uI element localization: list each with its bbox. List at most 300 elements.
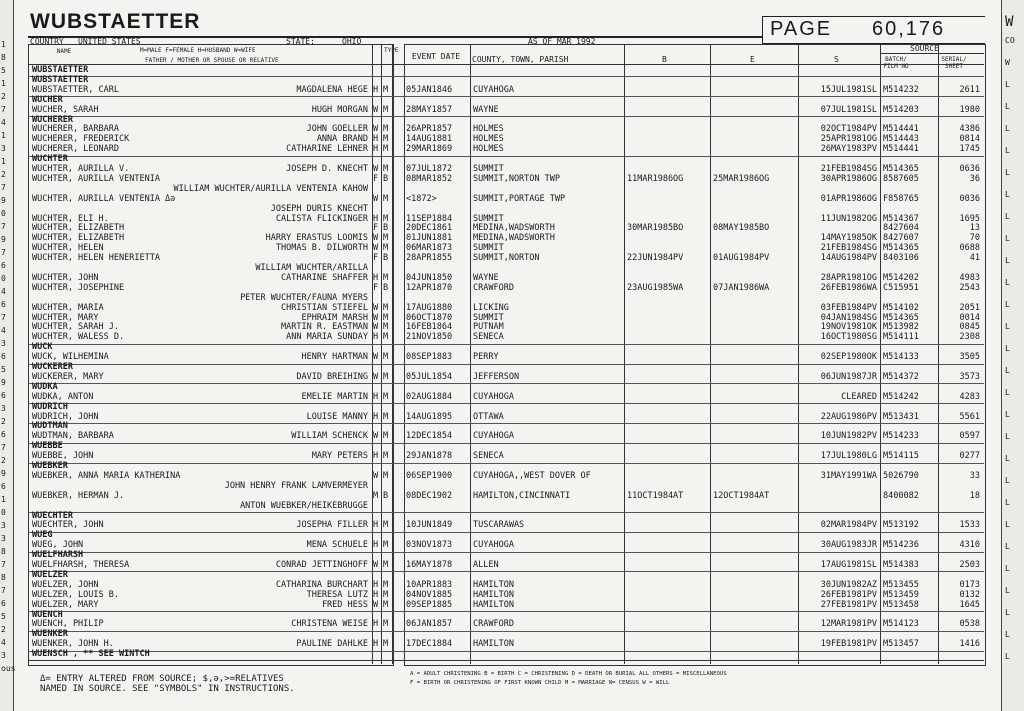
serial-number: 0597 [959,431,980,442]
entry-name: WUCHERER, LEONARD [32,144,119,155]
right-edge-fragment: L [1005,652,1010,661]
event-place: HOLMES [473,134,504,145]
event-type-code: B [383,253,389,264]
right-edge-fragment: L [1005,80,1010,89]
event-place: SUMMIT,NORTON [473,253,540,264]
event-place: PUTNAM [473,322,504,333]
left-edge-fragment: ous [1,664,16,673]
left-edge-fragment: 0 [1,209,6,218]
relative-name: MARTIN R. EASTMAN [281,322,368,333]
surname-heading: WUBSTAETTER [32,65,89,75]
relative-name: LOUISE MANNY [306,411,368,422]
left-edge-fragment: 7 [1,586,6,595]
surname-heading: WUEBKER [32,461,68,471]
event-type-code: B [383,173,389,184]
ordinance-s: 16OCT1980SG [820,332,877,343]
as-of-date: AS OF MAR 1992 [528,37,596,46]
event-place: SENECA [473,332,504,343]
entry-name: WUDKA, ANTON [32,391,94,402]
event-date: 16MAY1878 [406,560,453,570]
sex-code: H [373,213,379,224]
surname-heading: WUECHTER [32,510,73,521]
batch-number: 8403106 [883,253,919,264]
left-edge-fragment: 4 [1,638,6,647]
event-place: WAYNE [473,104,499,115]
event-place: HAMILTON,CINCINNATI [473,490,571,501]
event-date: 06MAR1873 [406,243,453,254]
ordinance-s: 19FEB1981PV [820,639,877,650]
event-date: 08MAR1852 [406,173,453,184]
event-date: 17AUG1880 [406,302,453,313]
left-edge-fragment: 0 [1,508,6,517]
serial-number: 0173 [959,579,980,590]
group-separator [28,403,984,404]
event-date: 04JUN1850 [406,272,453,283]
ordinance-e: 12OCT1984AT [713,490,770,501]
serial-number: 0538 [959,619,980,630]
event-type-code: M [383,193,389,204]
entry-name: WUCHTER, MARY [32,312,99,323]
event-type-code: M [383,599,389,610]
event-place: SENECA [473,451,504,462]
right-edge-fragment: L [1005,542,1010,551]
serial-number: 2503 [959,560,980,570]
entry-name: WUBSTAETTER, CARL [32,84,119,95]
event-place: HAMILTON [473,579,514,590]
right-edge-fragment: L [1005,102,1010,111]
batch-number: M514441 [883,144,919,155]
group-separator [28,364,984,365]
event-place: LICKING [473,302,509,313]
ordinance-b: 11MAR1986OG [627,173,684,184]
country-label: COUNTRY [30,37,64,46]
entry-name: WUCHTER, AURILLA VENTENIA [32,173,160,184]
relative-name: CONRAD JETTINGHOFF [275,560,368,570]
left-edge-fragment: 5 [1,365,6,374]
left-edge-fragment: 8 [1,573,6,582]
serial-number: 13 [969,223,980,234]
ordinance-e: 01AUG1984PV [713,253,770,264]
batch-number: 8427604 [883,223,919,234]
surname-heading: WUELZER [32,569,68,580]
serial-number: 36 [969,173,980,184]
relative-name: MARY PETERS [311,451,368,462]
sex-code: W [373,312,379,323]
footer-legend-2: F = BIRTH OR CHRISTENING OF FIRST KNOWN CHILD M = MARRIAGE N= CENSUS W = WILL [410,680,670,686]
ordinance-s: 21FEB1984SG [820,243,877,254]
batch-number: M514242 [883,391,919,402]
batch-number: M513457 [883,639,919,650]
entry-name: WUELZER, LOUIS B. [32,589,119,600]
entry-name: WUEBKER, ANNA MARIA KATHERINA [32,470,181,481]
event-place: WAYNE [473,272,499,283]
event-date: 16FEB1864 [406,322,453,333]
event-type-code: M [383,579,389,590]
event-date: 29MAR1869 [406,144,453,155]
serial-number: 2543 [959,282,980,293]
entry-name: WUELZER, MARY [32,599,99,610]
entry-name: WUCHTER, AURILLA VENTENIA Δə [32,193,176,204]
surname-heading: WUENCH [32,609,63,620]
event-type-code: M [383,233,389,244]
surname-heading: WUCK [32,342,53,353]
serial-number: 4386 [959,124,980,135]
ordinance-s: 30AUG1983JR [820,540,877,551]
left-edge-fragment: 7 [1,443,6,452]
ordinance-s: 30JUN1982AZ [820,579,877,590]
ordinance-s: 14AUG1984PV [820,253,877,264]
entry-name: WUENKER, JOHN H. [32,639,114,650]
col-b: B [662,55,667,64]
left-page-edge [0,0,14,711]
right-page-edge [1001,0,1024,711]
ordinance-s: 02OCT1984PV [820,124,877,135]
relative-name: JOSEPHA FILLER [296,520,368,531]
event-type-code: M [383,302,389,313]
serial-number: 4310 [959,540,980,551]
surname-heading: WUDKA [32,381,58,392]
ordinance-s: 15JUL1981SL [820,84,877,95]
serial-number: 0688 [959,243,980,254]
ordinance-b: 11OCT1984AT [627,490,684,501]
footer-note-2: NAMED IN SOURCE. SEE "SYMBOLS" IN INSTRUCTIONS. [40,684,295,694]
event-date: 14AUG1881 [406,134,453,145]
sex-code: F [373,253,379,264]
right-edge-fragment: L [1005,146,1010,155]
left-edge-fragment: 8 [1,53,6,62]
relative-name: ANN MARIA SUNDAY [286,332,368,343]
col-serial: SERIAL/ SHEET [941,56,967,70]
event-place: SUMMIT [473,164,504,174]
state-value: OHIO [342,37,362,46]
relative-name: WILLIAM SCHENCK [291,431,368,442]
relative-name: ANNA BRAND [316,134,368,145]
event-type-code: M [383,352,389,363]
ordinance-s: 02SEP1980OK [820,352,877,363]
surname-heading: WUELFHARSH [32,550,84,561]
batch-number: M513192 [883,520,919,531]
ordinance-s: 12MAR1981PV [820,619,877,630]
batch-number: 8587605 [883,173,919,184]
event-place: ALLEN [473,560,499,570]
event-date: 26APR1857 [406,124,453,135]
event-type-code: M [383,144,389,155]
event-date: 05JUL1854 [406,371,453,382]
right-edge-fragment: W [1005,14,1014,30]
surname-heading: WUENKER [32,629,68,640]
left-edge-fragment: 4 [1,287,6,296]
serial-number: 2611 [959,84,980,95]
entry-name: WUCK, WILHEMINA [32,352,109,363]
entry-name: WUEBBE, JOHN [32,451,94,462]
sex-code: H [373,332,379,343]
batch-number: M514111 [883,332,919,343]
sex-code: W [373,322,379,333]
right-edge-fragment: L [1005,190,1010,199]
entry-name: WUCHTER, SARAH J. [32,322,119,333]
right-edge-fragment: L [1005,498,1010,507]
event-type-code: M [383,520,389,531]
event-place: MEDINA,WADSWORTH [473,223,555,234]
col-batch: BATCH/ FILM NO [883,56,909,70]
serial-number: 0132 [959,589,980,600]
left-edge-fragment: 6 [1,599,6,608]
entry-name: WUEBKER, HERMAN J. [32,490,125,501]
ordinance-s: 19NOV1981OK [820,322,877,333]
batch-number: M514102 [883,302,919,313]
surname-heading: WUDRICH [32,401,68,412]
entry-name: WUDTMAN, BARBARA [32,431,114,442]
sex-code: H [373,540,379,551]
left-edge-fragment: 8 [1,547,6,556]
surname-heading: WUBSTAETTER [32,74,89,85]
left-edge-fragment: 6 [1,352,6,361]
event-place: SUMMIT,PORTAGE TWP [473,193,566,204]
entry-name: WUCHTER, HELEN HENERIETTA [32,253,160,264]
entry-name: WUCHTER, ELIZABETH [32,223,125,234]
entry-name: WUCHTER, MARIA [32,302,104,313]
group-separator [28,383,984,384]
sex-code: W [373,233,379,244]
ordinance-s: 04JAN1984SG [820,312,877,323]
right-edge-fragment: L [1005,256,1010,265]
sex-code: W [373,470,379,481]
event-place: CUYAHOGA [473,540,514,551]
ordinance-s: 17JUL1980LG [820,451,877,462]
event-date: 14AUG1895 [406,411,453,422]
page-label: PAGE [770,18,833,40]
event-date: 05JAN1846 [406,84,453,95]
serial-number: 18 [969,490,980,501]
col-source: SOURCE [910,44,939,53]
ordinance-s: 22AUG1986PV [820,411,877,422]
group-separator [28,512,984,513]
serial-number: 0036 [959,193,980,204]
event-date: 12DEC1854 [406,431,453,442]
entry-name: WUENCH, PHILIP [32,619,104,630]
right-edge-fragment: CO [1005,36,1015,45]
serial-number: 3573 [959,371,980,382]
serial-number: 4283 [959,391,980,402]
batch-number: M513455 [883,579,919,590]
ordinance-s: CLEARED [841,391,877,402]
serial-number: 1980 [959,104,980,115]
ordinance-s: 26FEB1986WA [820,282,877,293]
serial-number: 1645 [959,599,980,610]
sex-code: H [373,134,379,145]
serial-number: 3505 [959,352,980,363]
event-place: SUMMIT,NORTON TWP [473,173,560,184]
col-place: COUNTY, TOWN, PARISH [472,55,569,64]
serial-number: 0845 [959,322,980,333]
entry-name: WUCHER, SARAH [32,104,99,115]
right-edge-fragment: L [1005,168,1010,177]
source-rule [880,53,984,54]
relative-name: MAGDALENA HEGE [296,84,368,95]
left-edge-fragment: 3 [1,534,6,543]
group-separator [28,532,984,533]
right-edge-fragment: L [1005,300,1010,309]
ordinance-s: 26FEB1981PV [820,589,877,600]
event-date: 07JUL1872 [406,164,453,174]
sex-code: H [373,411,379,422]
sex-code: W [373,560,379,570]
relative-name: ANTON WUEBKER/HEIKEBRUGGE [240,500,368,511]
left-edge-fragment: 6 [1,430,6,439]
event-date: 29JAN1878 [406,451,453,462]
surname-heading: WUCHER [32,94,63,105]
sex-code: H [373,391,379,402]
sex-code: W [373,243,379,254]
ordinance-s: 25APR1981OG [820,134,877,145]
left-edge-fragment: 1 [1,157,6,166]
left-edge-fragment: 7 [1,222,6,231]
relative-name: DAVID BREIHING [296,371,368,382]
header-rule [28,64,984,65]
event-type-code: M [383,84,389,95]
group-separator [28,443,984,444]
serial-number: 1533 [959,520,980,531]
sex-code: W [373,599,379,610]
event-date: 12APR1870 [406,282,453,293]
right-edge-fragment: L [1005,322,1010,331]
relative-name: HUGH MORGAN [311,104,368,115]
right-edge-fragment: L [1005,520,1010,529]
entry-name: WUCHTER, ELIZABETH [32,233,125,244]
ordinance-s: 31MAY1991WA [820,470,877,481]
entry-name: WUEG, JOHN [32,540,84,551]
left-edge-fragment: 3 [1,144,6,153]
right-edge-fragment: L [1005,630,1010,639]
right-edge-fragment: L [1005,564,1010,573]
relative-name: CATHARINE LEHNER [286,144,368,155]
batch-number: M514115 [883,451,919,462]
serial-number: 0814 [959,134,980,145]
batch-number: 8427607 [883,233,919,244]
left-edge-fragment: 3 [1,521,6,530]
entry-name: WUCHTER, JOHN [32,272,99,283]
group-separator [28,552,984,553]
sex-code: H [373,639,379,650]
state-label: STATE: [286,37,315,46]
left-edge-fragment: 6 [1,482,6,491]
batch-number: 5026790 [883,470,919,481]
serial-number: 1745 [959,144,980,155]
serial-number: 0636 [959,164,980,174]
right-edge-fragment: L [1005,124,1010,133]
event-date: 06JAN1857 [406,619,453,630]
ordinance-e: 08MAY1985BO [713,223,770,234]
surname-heading: WUCHERER [32,114,73,125]
ordinance-e: 25MAR1986OG [713,173,770,184]
batch-number: 8400082 [883,490,919,501]
event-date: 06SEP1900 [406,470,453,481]
sex-code: W [373,193,379,204]
event-type-code: M [383,470,389,481]
sex-code: W [373,164,379,174]
batch-number: F858765 [883,193,919,204]
relative-name: CATHARINA BURCHART [275,579,368,590]
batch-number: M513431 [883,411,919,422]
ordinance-s: 30APR1986OG [820,173,877,184]
col-name: NAME [56,48,72,55]
relative-name: CHRISTENA WEISE [291,619,368,630]
event-place: JEFFERSON [473,371,520,382]
col-type: TYPE [384,47,399,54]
group-separator [28,611,984,612]
group-separator [28,651,984,652]
batch-number: M514365 [883,312,919,323]
event-place: CRAWFORD [473,282,514,293]
relative-name: CALISTA FLICKINGER [275,213,368,224]
batch-number: C515951 [883,282,919,293]
relative-name: WILLIAM WUCHTER/ARILLA [255,263,368,273]
event-place: CUYAHOGA [473,431,514,442]
event-date: 28MAY1857 [406,104,453,115]
surname-heading: WUCKERER [32,362,73,372]
batch-number: M514367 [883,213,919,224]
event-type-code: M [383,619,389,630]
ordinance-b: 22JUN1984PV [627,253,684,264]
left-edge-fragment: 7 [1,105,6,114]
entry-name: WUECHTER, JOHN [32,520,104,531]
surname-heading: WUCHTER [32,154,68,165]
col-sex-legend: M=MALE F=FEMALE H=HUSBAND W=WIFE [140,47,256,54]
event-place: OTTAWA [473,411,504,422]
serial-number: 0277 [959,451,980,462]
ordinance-s: 28APR1981OG [820,272,877,283]
event-date: 10APR1883 [406,579,453,590]
relative-name: THERESA LUTZ [306,589,368,600]
event-date: 06OCT1870 [406,312,453,323]
entry-name: WUDRICH, JOHN [32,411,99,422]
serial-number: 1695 [959,213,980,224]
left-edge-fragment: 5 [1,66,6,75]
right-edge-fragment: W [1005,58,1010,67]
col-relative: FATHER / MOTHER OR SPOUSE OR RELATIVE [145,57,279,64]
relative-name: CHRISTIAN STIEFEL [281,302,368,313]
sex-code: H [373,619,379,630]
event-date: 10JUN1849 [406,520,453,531]
surname-heading: WUEBBE [32,441,63,452]
batch-number: M514443 [883,134,919,145]
event-place: CRAWFORD [473,619,514,630]
batch-number: M514365 [883,164,919,174]
col-e: E [750,55,755,64]
ordinance-s: 07JUL1981SL [820,104,877,115]
batch-number: M514441 [883,124,919,135]
event-date: 28APR1855 [406,253,453,264]
relative-name: JOHN HENRY FRANK LAMVERMEYER [224,480,368,491]
event-type-code: M [383,371,389,382]
relative-name: WILLIAM WUCHTER/AURILLA VENTENIA KAHOW [173,183,368,194]
event-type-code: M [383,104,389,115]
sex-code: W [373,371,379,382]
event-type-code: M [383,332,389,343]
left-edge-fragment: 0 [1,274,6,283]
event-type-code: M [383,560,389,570]
event-type-code: M [383,391,389,402]
left-edge-fragment: 1 [1,131,6,140]
event-place: HAMILTON [473,599,514,610]
serial-number: 33 [969,470,980,481]
sex-code: H [373,579,379,590]
batch-number: M514233 [883,431,919,442]
serial-number: 2308 [959,332,980,343]
ordinance-s: 06JUN1987JR [820,371,877,382]
event-place: HOLMES [473,144,504,155]
event-type-code: M [383,431,389,442]
